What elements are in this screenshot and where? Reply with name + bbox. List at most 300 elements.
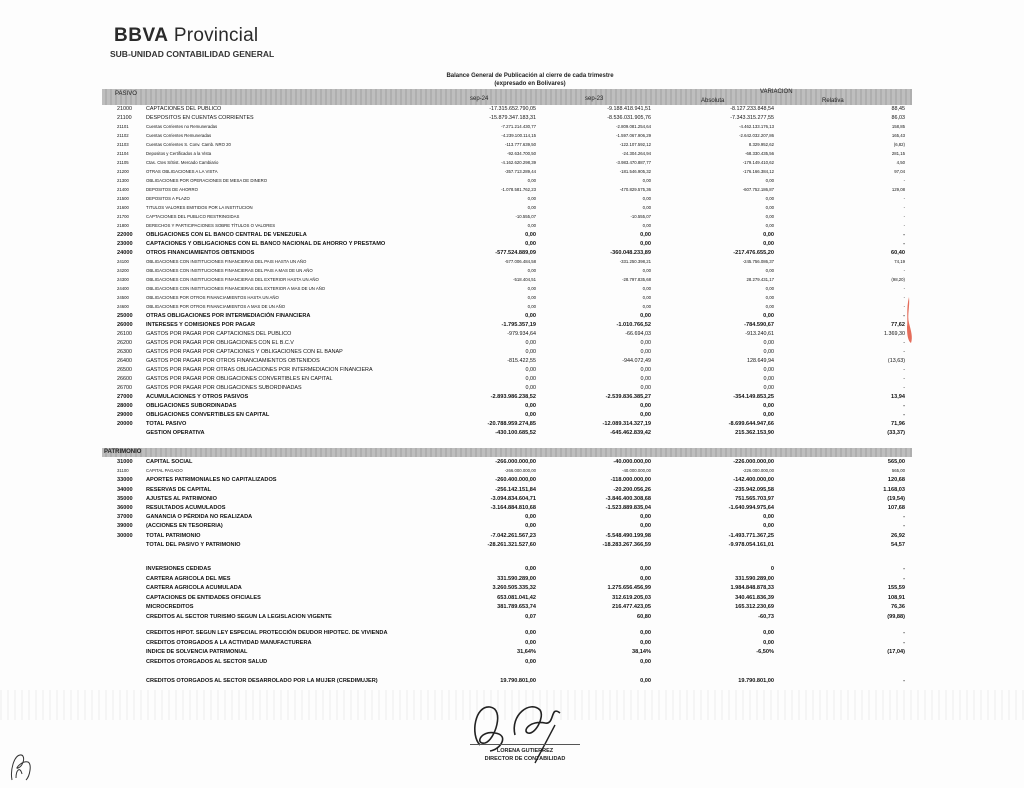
value-sep24: 0,00: [527, 196, 536, 201]
account-code: 33000: [117, 477, 133, 484]
variation-relative: -: [903, 340, 905, 346]
value-sep24: 0,00: [527, 205, 536, 210]
value-sep24: 0,00: [527, 295, 536, 300]
variation-relative: 1.168,03: [883, 486, 905, 493]
variation-relative: 565,00: [891, 468, 905, 474]
account-description: CARTERA AGRICOLA DEL MES: [146, 575, 231, 582]
table-row: [0, 476, 1024, 484]
table-row: [0, 575, 1024, 583]
account-description: CREDITOS AL SECTOR TURISMO SEGUN LA LEGISLACION VIGENTE: [146, 613, 332, 620]
account-description: GASTOS POR PAGAR POR OBLIGACIONES SUBORDINADAS: [146, 385, 302, 391]
signer-name: LORENA GUTIERREZ: [496, 748, 554, 754]
account-code: 26500: [117, 367, 132, 373]
account-code: 21101: [117, 124, 129, 129]
account-code: 21700: [117, 214, 129, 219]
variation-relative: -: [903, 232, 905, 238]
account-description: ACUMULACIONES Y OTROS PASIVOS: [146, 394, 249, 400]
value-sep24: 0,00: [525, 523, 536, 530]
account-description: CAPTACIONES DE ENTIDADES OFICIALES: [146, 594, 261, 601]
account-code: 23000: [117, 241, 133, 247]
variation-absolute: 0,00: [765, 214, 774, 219]
account-description: GESTION OPERATIVA: [146, 430, 205, 436]
variation-relative: -: [903, 639, 905, 646]
value-sep24: -979.934,64: [507, 331, 536, 337]
account-code: 24000: [117, 250, 133, 256]
variation-absolute: -913.240,61: [745, 331, 774, 337]
value-sep23: -944.072,49: [622, 358, 651, 364]
variation-relative: 1.369,30: [884, 331, 905, 337]
account-description: GASTOS POR PAGAR POR CAPTACIONES DEL PUBLICO: [146, 331, 292, 337]
value-sep23: -40.000.000,00: [622, 468, 651, 474]
variation-relative: -: [903, 514, 905, 521]
value-sep24: -7.271.214.430,77: [501, 124, 536, 129]
account-code: 24300: [117, 277, 129, 282]
account-description: CREDITOS OTORGADOS AL SECTOR DESARROLADO POR LA MUJER (CREDIMUJER): [146, 678, 378, 684]
variation-relative: 74,19: [894, 259, 905, 264]
table-row: [0, 429, 1024, 437]
account-code: 21300: [117, 178, 129, 183]
account-description: OTROS FINANCIAMIENTOS OBTENIDOS: [146, 250, 255, 256]
table-row: [0, 513, 1024, 521]
account-description: OBLIGACIONES CON INSTITUCIONES FINANCIERAS DEL PAIS A MAS DE UN AÑO: [146, 268, 313, 273]
value-sep24: -10.555,07: [515, 214, 536, 219]
table-row: [0, 532, 1024, 540]
account-description: CARTERA AGRICOLA ACUMULADA: [146, 585, 242, 591]
account-code: 21103: [117, 142, 129, 147]
account-description: CAPTACIONES Y OBLIGACIONES CON EL BANCO NACIONAL DE AHORRO Y PRESTAMO: [146, 241, 386, 247]
table-row: [0, 105, 1024, 113]
variation-relative: (13,63): [887, 358, 905, 364]
account-code: 26200: [117, 340, 132, 346]
value-sep24: -518.404,51: [513, 277, 536, 282]
table-row: [0, 312, 1024, 320]
variation-relative: 71,96: [891, 421, 905, 427]
table-row: [0, 222, 1024, 230]
value-sep23: 0,00: [642, 295, 651, 300]
value-sep24: 331.590.289,00: [497, 575, 536, 582]
variation-relative: 76,36: [891, 604, 905, 610]
variation-absolute: 1.984.848.878,33: [730, 585, 774, 591]
table-row: [0, 204, 1024, 212]
variation-relative: (33,37): [887, 430, 905, 436]
variation-absolute: 0,00: [763, 241, 774, 247]
table-row: [0, 321, 1024, 329]
account-code: 21200: [117, 169, 129, 174]
value-sep23: 0,00: [642, 268, 651, 273]
variation-relative: -: [903, 223, 905, 228]
account-code: 21400: [117, 187, 129, 192]
table-row: [0, 294, 1024, 302]
account-code: 25000: [117, 313, 133, 319]
variation-absolute: 0,00: [763, 630, 774, 636]
variation-relative: -: [903, 178, 905, 183]
variation-relative: 165,43: [891, 133, 905, 138]
table-row: [0, 159, 1024, 167]
variation-absolute: -9.978.054.161,01: [728, 541, 774, 548]
table-row: [0, 613, 1024, 621]
table-row: [0, 467, 1024, 475]
value-sep23: -5.548.490.199,98: [605, 532, 651, 539]
table-row: [0, 303, 1024, 311]
variation-absolute: 0,00: [763, 523, 774, 530]
value-sep23: -28.797.835,68: [622, 277, 651, 282]
variation-relative: 565,00: [887, 459, 905, 465]
value-sep23: -3.983.470.887,77: [616, 160, 651, 165]
value-sep24: -17.315.652.790,05: [489, 106, 536, 112]
value-sep24: 0,00: [525, 412, 536, 418]
account-description: INTERESES Y COMISIONES POR PAGAR: [146, 322, 256, 328]
table-row: [0, 177, 1024, 185]
account-code: 24100: [117, 259, 129, 264]
variation-absolute: 0,00: [763, 376, 774, 382]
variation-absolute: 0,00: [763, 340, 774, 346]
variation-absolute: 0,00: [763, 412, 774, 418]
account-code: 26700: [117, 385, 132, 391]
variation-absolute: 0,00: [763, 385, 774, 391]
table-row: [0, 132, 1024, 140]
variation-relative: 281,15: [891, 151, 905, 156]
variation-absolute: -2.642.032.207,86: [739, 133, 774, 138]
value-sep23: -3.846.400.308,68: [605, 495, 651, 502]
value-sep24: 0,00: [525, 367, 536, 373]
variation-absolute: -1.493.771.367,25: [728, 532, 774, 539]
value-sep24: 0,00: [527, 304, 536, 309]
account-description: OBLIGACIONES CONVERTIBLES EN CAPITAL: [146, 412, 270, 418]
variation-relative: -: [903, 295, 905, 300]
table-row: [0, 658, 1024, 666]
value-sep23: 0,00: [640, 639, 651, 646]
account-description: OBLIGACIONES CON INSTITUCIONES FINANCIERAS DEL EXTERIOR HASTA UN AÑO: [146, 277, 319, 282]
value-sep23: -181.546.905,32: [619, 169, 651, 174]
account-code: 21800: [117, 223, 129, 228]
account-description: Cuentas Corrientes no Remuneradas: [146, 124, 218, 129]
variation-absolute: -226.000.000,00: [742, 468, 774, 474]
value-sep24: 0,00: [525, 376, 536, 382]
value-sep23: 0,00: [640, 403, 651, 409]
variation-relative: 60,40: [891, 250, 905, 256]
table-row: [0, 522, 1024, 530]
variation-relative: 97,04: [894, 169, 905, 174]
value-sep24: 31,64%: [517, 649, 536, 655]
col-sep24-header: sep-24: [470, 96, 489, 102]
value-sep23: 0,00: [640, 658, 651, 665]
account-description: OTRAS OBLIGACIONES A LA VISTA: [146, 169, 218, 174]
variation-absolute: 0,00: [763, 403, 774, 409]
value-sep23: 0,00: [642, 178, 651, 183]
variation-relative: -: [903, 403, 905, 409]
col-sep23-header: sep-23: [585, 96, 604, 102]
account-code: 26400: [117, 358, 132, 364]
variation-absolute: 215.362.153,90: [735, 430, 774, 436]
variation-absolute: 0: [770, 566, 774, 572]
variation-relative: -: [903, 313, 905, 319]
account-code: 39000: [117, 523, 133, 530]
report-title: [400, 72, 660, 88]
variation-absolute: 0,00: [763, 367, 774, 373]
variation-relative: (19,54): [887, 495, 905, 502]
table-row: [0, 402, 1024, 410]
value-sep24: -266.000.000,00: [495, 459, 536, 465]
variation-relative: -: [903, 241, 905, 247]
account-code: 21102: [117, 133, 129, 138]
variation-relative: 88,45: [891, 106, 905, 112]
account-description: OBLIGACIONES POR OTROS FINANCIAMIENTOS HASTA UN AÑO: [146, 295, 279, 300]
value-sep23: -360.048.233,89: [610, 250, 651, 256]
account-description: TOTAL PASIVO: [146, 421, 187, 427]
table-row: [0, 285, 1024, 293]
variation-absolute: -8.127.233.848,54: [730, 106, 774, 112]
variation-absolute: -1.640.994.975,64: [728, 505, 774, 511]
variation-relative: -: [903, 376, 905, 382]
value-sep24: -577.524.889,09: [495, 250, 536, 256]
variation-relative: -: [903, 349, 905, 355]
value-sep24: -20.788.959.274,85: [487, 421, 536, 427]
account-description: Ctas. Ctes S/Sist. Mercado Cambiario: [146, 160, 219, 165]
variation-absolute: 19.790.801,00: [738, 678, 774, 684]
account-code: 26000: [117, 322, 133, 328]
account-description: DEPOSITOS A PLAZO: [146, 196, 190, 201]
account-description: GASTOS POR PAGAR POR OBLIGACIONES CON EL B.C.V: [146, 340, 294, 346]
variation-relative: -: [903, 205, 905, 210]
table-row: [0, 486, 1024, 494]
value-sep23: -1.597.067.906,29: [616, 133, 651, 138]
variation-relative: (98,20): [891, 277, 905, 282]
value-sep23: -66.694,03: [625, 331, 651, 337]
value-sep24: 0,00: [525, 241, 536, 247]
variation-absolute: 0,00: [763, 313, 774, 319]
variation-absolute: 0,00: [765, 268, 774, 273]
table-row: [0, 603, 1024, 611]
report-title-line2: (expresado en Bolivares): [494, 81, 566, 87]
account-code: 26300: [117, 349, 132, 355]
variation-absolute: -245.756.086,37: [742, 259, 774, 264]
account-description: DERECHOS Y PARTICIPACIONES SOBRE TÍTULOS O VALORES: [146, 223, 276, 228]
account-code: 29000: [117, 412, 133, 418]
value-sep24: -92.634.700,50: [507, 151, 536, 156]
variation-absolute: 751.565.703,97: [735, 495, 774, 502]
variation-absolute: 0,00: [765, 205, 774, 210]
table-row: [0, 186, 1024, 194]
value-sep24: 0,00: [525, 658, 536, 665]
account-description: OBLIGACIONES CON INSTITUCIONES FINANCIERAS DEL EXTERIOR A MAS DE UN AÑO: [146, 286, 326, 291]
variation-absolute: 331.590.289,00: [735, 575, 774, 582]
account-description: CREDITOS HIPOT. SEGUN LEY ESPECIAL PROTECCIÓN DEUDOR HIPOTEC. DE VIVIENDA: [146, 630, 388, 636]
account-description: (ACCIONES EN TESORERIA): [146, 523, 223, 530]
value-sep23: 216.477.423,05: [612, 604, 651, 610]
value-sep24: 19.790.801,00: [500, 678, 536, 684]
table-row: [0, 141, 1024, 149]
table-row: [0, 195, 1024, 203]
account-description: Depositos y Certificados a la Vista: [146, 151, 212, 156]
value-sep24: -4.239.100.114,15: [501, 133, 536, 138]
value-sep23: 312.619.205,03: [612, 594, 651, 601]
account-description: CAPITAL PAGADO: [146, 468, 183, 474]
account-description: TITULOS VALORES EMITIDOS POR LA INSTITUCION: [146, 205, 253, 210]
variation-relative: -: [903, 630, 905, 636]
value-sep24: -3.094.834.604,71: [490, 495, 536, 502]
patrimonio-band: [102, 448, 912, 457]
value-sep24: 0,00: [525, 630, 536, 636]
variation-absolute: -176.166.384,12: [742, 169, 774, 174]
account-description: AJUSTES AL PATRIMONIO: [146, 495, 217, 502]
table-row: [0, 213, 1024, 221]
variation-absolute: 0,00: [763, 514, 774, 521]
variation-relative: -: [903, 678, 905, 684]
variation-relative: 26,92: [891, 532, 905, 539]
value-sep23: -2.809.081.254,64: [616, 124, 651, 129]
value-sep23: -118.000.000,00: [610, 477, 651, 484]
table-row: [0, 384, 1024, 392]
variation-absolute: -142.400.000,00: [733, 477, 774, 484]
account-description: GASTOS POR PAGAR POR OTRAS OBLIGACIONES POR INTERMEDIACION FINANCIERA: [146, 367, 373, 373]
subunit-title: SUB-UNIDAD CONTABILIDAD GENERAL: [110, 49, 275, 59]
account-description: CREDITOS OTORGADOS AL SECTOR SALUD: [146, 658, 268, 665]
account-description: OBLIGACIONES CON EL BANCO CENTRAL DE VENEZUELA: [146, 232, 307, 238]
bank-logo: [114, 25, 258, 47]
variation-absolute: 28.279.431,17: [746, 277, 774, 282]
value-sep24: 0,00: [525, 514, 536, 521]
table-row: [0, 411, 1024, 419]
value-sep23: -20.200.056,26: [613, 486, 651, 493]
variation-absolute: -784.590,67: [744, 322, 774, 328]
account-code: 20000: [117, 421, 133, 427]
account-code: 31100: [117, 468, 129, 474]
variation-relative: 107,68: [887, 505, 905, 511]
account-description: INDICE DE SOLVENCIA PATRIMONIAL: [146, 649, 248, 655]
account-code: 22000: [117, 232, 133, 238]
table-row: [0, 584, 1024, 592]
variation-relative: 13,94: [891, 394, 905, 400]
table-row: [0, 366, 1024, 374]
account-description: TOTAL DEL PASIVO Y PATRIMONIO: [146, 541, 241, 548]
table-row: [0, 648, 1024, 656]
account-description: OBLIGACIONES POR OPERACIONES DE MESA DE DINERO: [146, 178, 268, 183]
account-description: RESERVAS DE CAPITAL: [146, 486, 211, 493]
table-row: [0, 168, 1024, 176]
account-code: 24600: [117, 304, 129, 309]
variation-absolute: 8.329.952,62: [748, 142, 774, 147]
account-code: 24500: [117, 295, 129, 300]
report-title-line1: Balance General de Publicación al cierre de cada trimestre: [446, 73, 614, 79]
variation-relative: -: [903, 412, 905, 418]
value-sep23: 0,00: [642, 286, 651, 291]
variation-relative: -: [903, 268, 905, 273]
value-sep24: 0,07: [525, 613, 536, 620]
value-sep23: 0,00: [640, 241, 651, 247]
table-row: [0, 240, 1024, 248]
table-row: [0, 565, 1024, 573]
variation-absolute: 0,00: [765, 304, 774, 309]
value-sep24: -1.078.581.762,23: [501, 187, 536, 192]
value-sep23: 0,00: [640, 523, 651, 530]
variation-absolute: 0,00: [765, 178, 774, 183]
value-sep23: -9.188.418.941,51: [607, 106, 651, 112]
variation-relative: -: [903, 196, 905, 201]
variation-absolute: 0,00: [765, 196, 774, 201]
account-description: GASTOS POR PAGAR POR OTROS FINANCIAMIENTOS OBTENIDOS: [146, 358, 320, 364]
value-sep24: 0,00: [525, 566, 536, 572]
table-row: [0, 348, 1024, 356]
account-description: MICROCREDITOS: [146, 604, 194, 610]
logo-bold: BBVA: [114, 25, 169, 46]
value-sep23: -1.010.766,52: [616, 322, 651, 328]
account-description: GASTOS POR PAGAR POR CAPTACIONES Y OBLIGACIONES CON EL BANAP: [146, 349, 343, 355]
value-sep23: 0,00: [640, 376, 651, 382]
value-sep24: 653.081.041,42: [497, 594, 536, 601]
value-sep24: 0,00: [525, 403, 536, 409]
value-sep23: 0,00: [640, 340, 651, 346]
value-sep24: 0,00: [525, 340, 536, 346]
variation-absolute: 0,00: [763, 639, 774, 646]
account-code: 24200: [117, 268, 129, 273]
account-description: CREDITOS OTORGADOS A LA ACTIVIDAD MANUFACTURERA: [146, 639, 312, 646]
table-row: [0, 458, 1024, 466]
account-description: GANANCIA O PÉRDIDA NO REALIZADA: [146, 514, 253, 521]
value-sep23: -2.539.836.385,27: [605, 394, 651, 400]
variation-absolute: -6,50%: [756, 649, 774, 655]
table-row: [0, 267, 1024, 275]
value-sep24: -15.879.347.183,31: [489, 115, 536, 121]
section-pasivo-label: PASIVO: [115, 91, 137, 97]
table-row: [0, 420, 1024, 428]
value-sep23: -645.462.839,42: [610, 430, 651, 436]
variation-absolute: -354.149.853,25: [733, 394, 774, 400]
value-sep24: -815.422,55: [507, 358, 536, 364]
table-row: [0, 677, 1024, 685]
variation-relative: -: [903, 566, 905, 572]
value-sep23: 0,00: [640, 313, 651, 319]
account-code: 35000: [117, 495, 133, 502]
value-sep24: -266.000.000,00: [504, 468, 536, 474]
value-sep23: 0,00: [640, 367, 651, 373]
account-code: 21500: [117, 196, 129, 201]
account-code: 21600: [117, 205, 129, 210]
value-sep23: -10.555,07: [630, 214, 651, 219]
value-sep24: 0,00: [525, 313, 536, 319]
value-sep23: 0,00: [640, 566, 651, 572]
account-description: DESPOSITOS EN CUENTAS CORRIENTES: [146, 115, 254, 121]
account-code: 21000: [117, 106, 132, 112]
account-description: DEPOSITOS DE AHORRO: [146, 187, 198, 192]
account-description: OBLIGACIONES SUBORDINADAS: [146, 403, 237, 409]
value-sep23: 0,00: [642, 304, 651, 309]
account-description: RESULTADOS ACUMULADOS: [146, 505, 226, 511]
table-row: [0, 249, 1024, 257]
account-description: Cuentas Corrientes Remuneradas: [146, 133, 212, 138]
variation-relative: -: [903, 385, 905, 391]
account-code: 24400: [117, 286, 129, 291]
variation-relative: 77,62: [891, 322, 905, 328]
variation-absolute: -235.942.095,58: [733, 486, 774, 493]
value-sep23: 0,00: [642, 205, 651, 210]
col-relative-header: Relativa: [822, 98, 844, 104]
account-description: OBLIGACIONES POR OTROS FINANCIAMIENTOS A MAS DE UN AÑO: [146, 304, 286, 309]
variation-relative: 129,08: [891, 187, 905, 192]
table-row: [0, 231, 1024, 239]
value-sep24: -430.100.685,52: [495, 430, 536, 436]
value-sep23: 0,00: [642, 196, 651, 201]
value-sep23: 0,00: [640, 678, 651, 684]
variation-relative: 54,57: [891, 541, 905, 548]
account-code: 34000: [117, 486, 133, 493]
account-code: 30000: [117, 532, 133, 539]
value-sep24: -357.713.289,44: [504, 169, 536, 174]
value-sep23: 1.275.656.456,99: [607, 585, 651, 591]
value-sep23: 0,00: [640, 514, 651, 521]
account-code: 21100: [117, 115, 132, 121]
account-description: CAPITAL SOCIAL: [146, 459, 193, 465]
account-code: 31000: [117, 459, 133, 465]
